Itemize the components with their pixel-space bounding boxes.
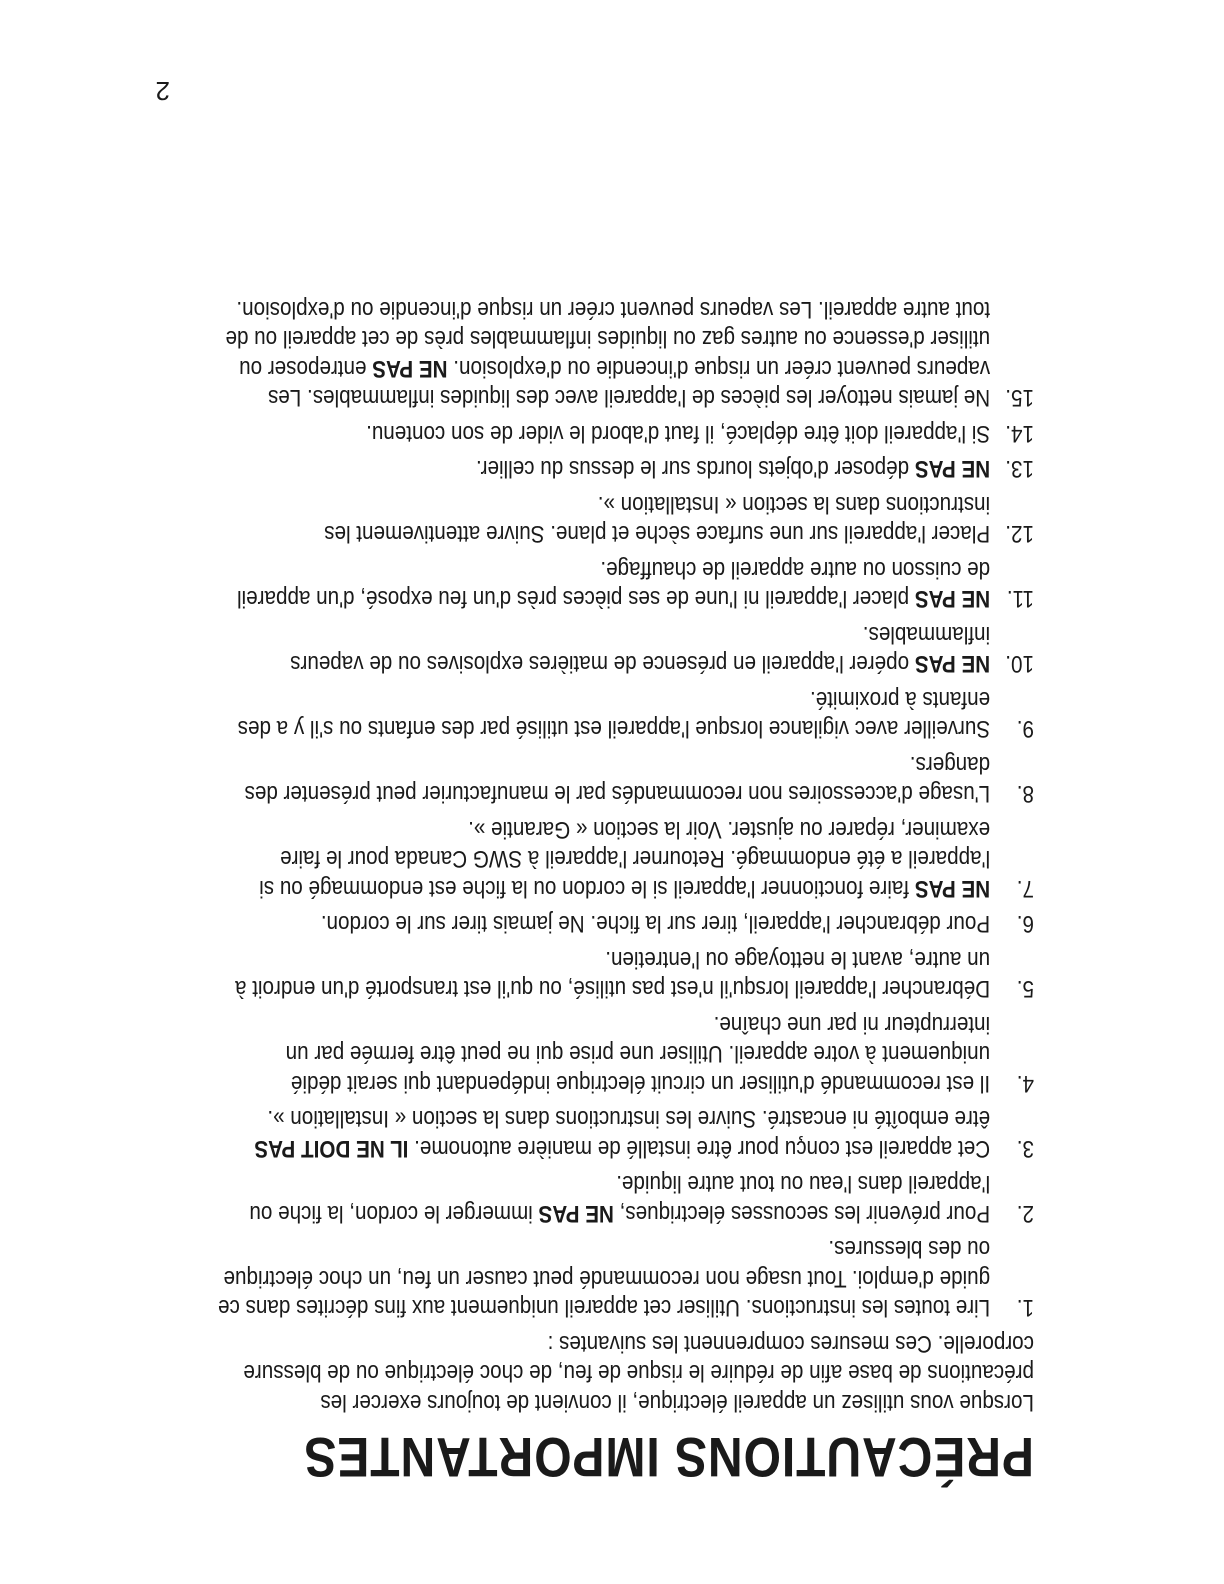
list-item <box>214 909 1034 939</box>
item-number: 6. <box>1016 910 1034 938</box>
precautions-list <box>214 295 1034 1323</box>
item-text: Lire toutes les instructions. Utiliser cet appareil uniquement aux fins décrites dans ce guide d'emploi. Tout usage non recommandé peut causer un feu, un choc électrique ou des blessures. <box>218 1235 991 1322</box>
item-number: 13. <box>1005 455 1034 483</box>
item-text: Il est recommandé d'utiliser un circuit électrique indépendant qui serait dédié uniquement à votre appareil. Utiliser une prise qui ne peut être fermée par un interrupteur ni par une chaîne. <box>285 1011 991 1097</box>
list-item <box>214 490 1034 549</box>
page-title: PRÉCAUTIONS IMPORTANTES <box>303 1426 1034 1489</box>
list-item <box>214 454 1034 484</box>
item-number: 12. <box>1005 520 1034 548</box>
list-item <box>214 295 1034 413</box>
bold-warning: NE PAS <box>914 455 991 483</box>
item-text: NE PAS placer l'appareil ni l'une de ses pièces près d'un feu exposé, d'un appareil de cuisson ou autre appareil de chauffage. <box>236 556 991 613</box>
list-item <box>214 1010 1034 1099</box>
item-text: Ne jamais nettoyer les pièces de l'appareil avec des liquides inflammables. Les vapeurs peuvent créer un risque d'incendie ou d'explosion. NE PAS entreposer ou utiliser d'essence ou autres gaz ou liquides inflammables près de cet appareil ou de tout autre appareil. Les vapeurs peuvent créer un risque d'incendie ou d'explosion. <box>225 296 991 412</box>
bold-warning: IL NE DOIT PAS <box>254 1135 409 1162</box>
item-number: 1. <box>1016 1294 1034 1322</box>
bold-warning: NE PAS <box>914 875 991 902</box>
item-number: 4. <box>1016 1070 1034 1097</box>
bold-warning: NE PAS <box>538 1200 614 1227</box>
list-item <box>214 620 1034 679</box>
item-number: 15. <box>1005 384 1034 412</box>
bold-warning: NE PAS <box>914 585 991 613</box>
item-text: Placer l'appareil sur une surface sèche et plane. Suivre attentivement les instructions dans la section « Installation ». <box>324 491 991 548</box>
list-item <box>214 1169 1034 1228</box>
page-number: 2 <box>155 76 170 106</box>
item-number: 7. <box>1016 875 1034 902</box>
list-item <box>214 750 1034 809</box>
bold-warning: NE PAS <box>914 650 991 678</box>
item-number: 14. <box>1005 420 1034 447</box>
item-text: L'usage d'accessoires non recommandés par le manufacturier peut présenter des dangers. <box>244 751 991 808</box>
item-number: 11. <box>1006 585 1034 613</box>
list-item <box>214 555 1034 614</box>
list-item <box>214 1104 1034 1163</box>
intro-paragraph: Lorsque vous utilisez un appareil électrique, il convient de toujours exercer les précautions de base afin de réduire le risque de feu, de choc électrique ou de blessure corporelle. Ces mesures comprennent les suivantes : <box>243 1330 1034 1416</box>
item-text: Surveiller avec vigilance lorsque l'appareil est utilisé par des enfants ou s'il y a des enfants à proximité. <box>237 686 991 743</box>
item-number: 5. <box>1016 975 1034 1003</box>
item-text: Si l'appareil doit être déplacé, il faut d'abord le vider de son contenu. <box>366 420 991 447</box>
item-text: NE PAS faire fonctionner l'appareil si le cordon ou la fiche est endommagé ou si l'appareil a été endommagé. Retourner l'appareil à SWG Canada pour le faire examiner, réparer ou ajuster. Voir la section « Garantie ». <box>259 816 991 902</box>
item-number: 2. <box>1016 1200 1034 1227</box>
item-text: Pour débrancher l'appareil, tirer sur la fiche. Ne jamais tirer sur le cordon. <box>320 910 991 938</box>
bold-warning: NE PAS <box>372 355 448 382</box>
list-item <box>214 945 1034 1004</box>
item-number: 3. <box>1016 1135 1034 1162</box>
item-text: NE PAS opérer l'appareil en présence de matières explosives ou de vapeurs inflammables. <box>290 621 991 678</box>
item-text: Débrancher l'appareil lorsqu'il n'est pas utilisé, ou qu'il est transporté d'un endroit à un autre, avant le nettoyage ou l'entretien. <box>234 946 991 1003</box>
list-item <box>214 815 1034 904</box>
item-number: 10. <box>1005 650 1034 678</box>
item-number: 8. <box>1016 780 1034 808</box>
list-item <box>214 419 1034 449</box>
list-item <box>214 1234 1034 1323</box>
item-text: Cet appareil est conçu pour être installé de manière autonome. IL NE DOIT PAS être emboîté ni encastré. Suivre les instructions dans la section « Installation ». <box>254 1105 991 1162</box>
item-number: 9. <box>1016 715 1034 743</box>
list-item <box>214 685 1034 744</box>
document-body <box>214 289 1034 1490</box>
item-text: NE PAS déposer d'objets lourds sur le dessus du cellier. <box>476 455 991 483</box>
item-text: Pour prévenir les secousses électriques, NE PAS immerger le cordon, la fiche ou l'appareil dans l'eau ou tout autre liquide. <box>249 1170 991 1227</box>
